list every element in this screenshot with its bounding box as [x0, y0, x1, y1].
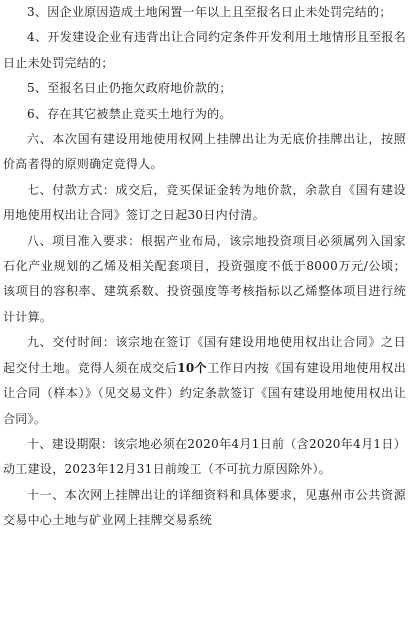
paragraph-clause-3: 3、因企业原因造成土地闲置一年以上且至报名日止未处罚完结的；: [27, 5, 392, 19]
delivery-days-bold: 10个: [177, 360, 208, 375]
paragraph-section-7-payment: 七、付款方式：成交后，竞买保证金转为地价款，余款自《国有建设用地使用权出让合同》签订之日起30日内付清。: [3, 182, 406, 223]
paragraph-clause-5: 5、至报名日止仍拖欠政府地价款的；: [27, 81, 232, 96]
paragraph-clause-4: 4、开发建设企业有违背出让合同约定条件开发利用土地情形且至报名日止未处罚完结的；: [3, 30, 406, 70]
paragraph-section-6: 六、本次国有建设用地使用权网上挂牌出让为无底价挂牌出让，按照价高者得的原则确定竞得人。: [3, 132, 406, 172]
delivery-text-start: 九、交付时间：该宗地在签订《国有建设用地使用权出让合同》之日起交付土地。竞得人须在成交后: [3, 335, 406, 375]
paragraph-section-9-delivery: [3, 330, 406, 432]
paragraph-section-10-construction: 十、建设期限：该宗地必须在2020年4月1日前（含2020年4月1日）动工建设，2023年12月31日前竣工（不可抗力原因除外）。: [3, 436, 406, 477]
paragraph-section-11-details: 十一、本次网上挂牌出让的详细资料和具体要求，见惠州市公共资源交易中心土地与矿业网上挂牌交易系统: [3, 487, 406, 528]
paragraph-clause-6: 6、存在其它被禁止竞买土地行为的。: [27, 106, 232, 121]
delivery-text-end: 工作日内按《国有建设用地使用权出让合同（样本）》（见交易文件）约定条款签订《国有建设用地使用权出让合同》。: [3, 360, 406, 426]
paragraph-section-8-requirements: 八、项目准入要求：根据产业布局，该宗地投资项目必须属列入国家石化产业规划的乙烯及相关配套项目，投资强度不低于8000万元/公顷；该项目的容积率、建筑系数、投资强度等考核指标以乙烯整体项目进行统计计算。: [3, 233, 406, 324]
